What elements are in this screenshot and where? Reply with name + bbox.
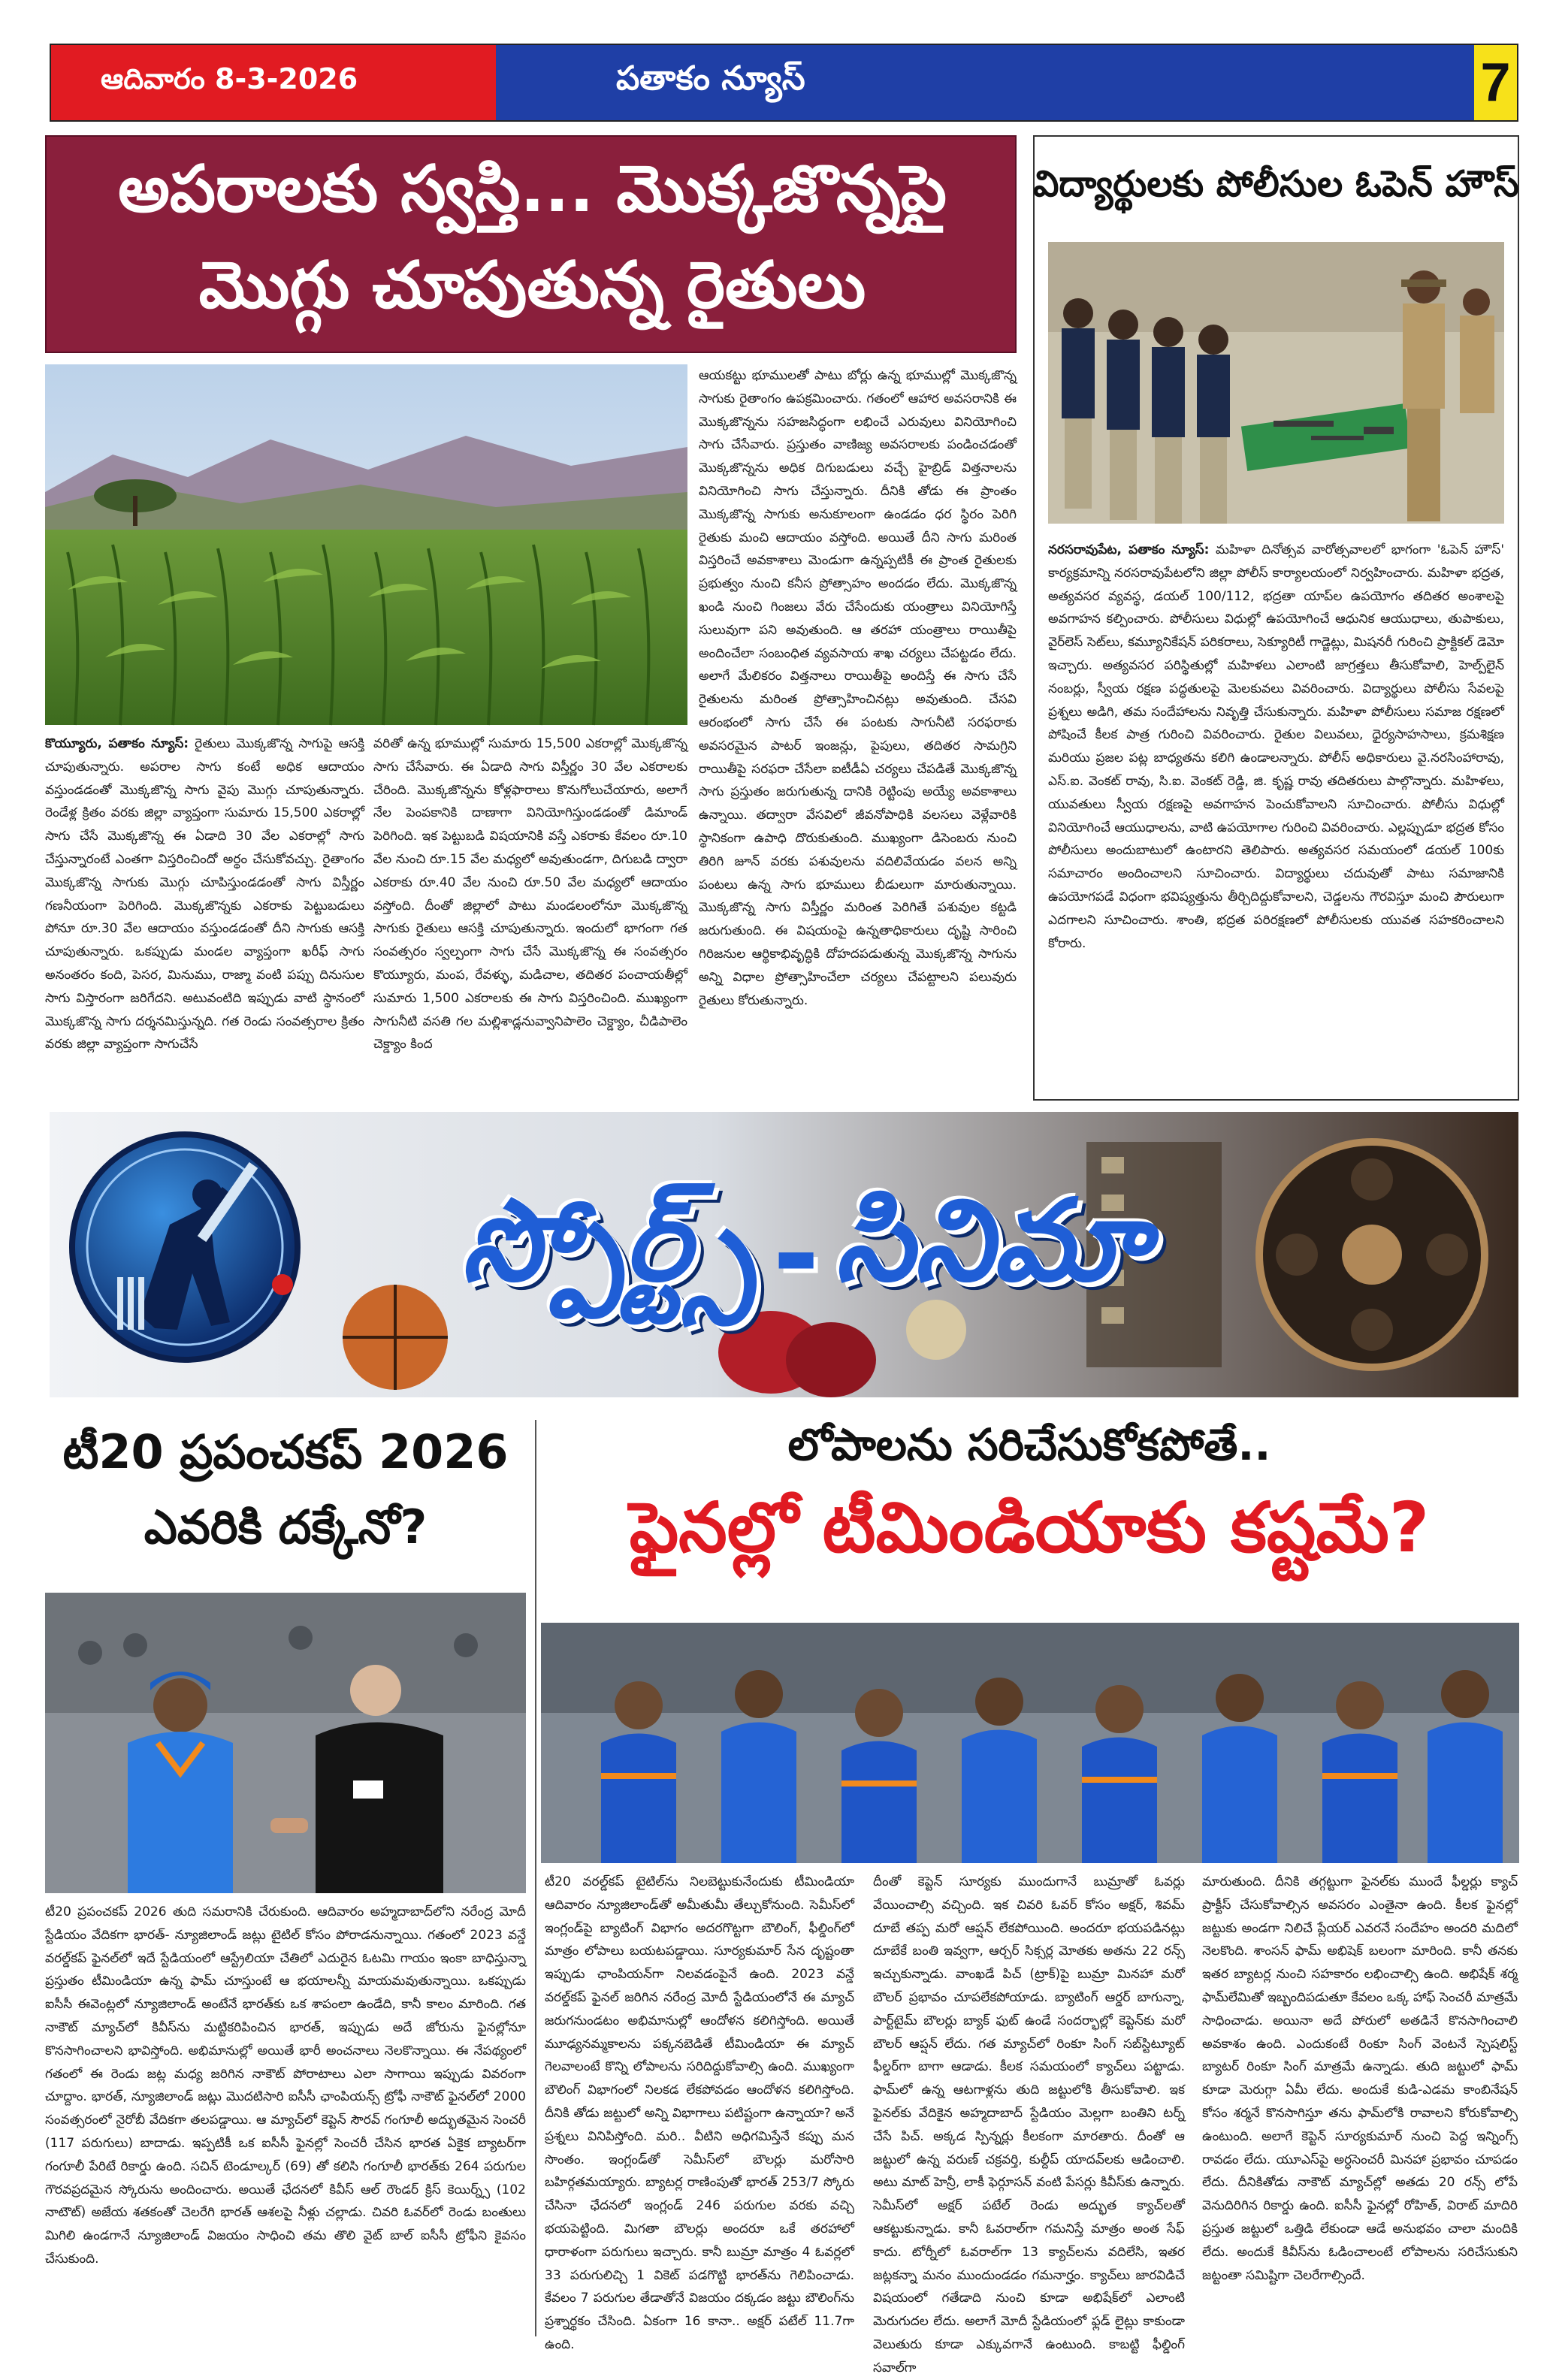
team-india-players-image — [541, 1623, 1519, 1863]
paper-name: పతాకం న్యూస్ — [616, 59, 805, 98]
masthead — [50, 44, 1518, 122]
masthead-date: ఆదివారం 8-3-2026 — [101, 62, 358, 95]
farmers-photo — [45, 364, 687, 725]
farmers-col3-text: ఆయకట్టు భూములతో పాటు బోర్లు ఉన్న భూముల్లో మొక్కజొన్న సాగుకు రైతాంగం ఉపక్రమించారు. గతంలో ఆహార అవసరానికి ఈ మొక్కజొన్నను సహజసిద్ధంగా లభించే ఎరువులు వినియోగించి సాగు చేసేవారు. ప్రస్తుతం వాణిజ్య అవసరాలకు పండించడంతో మొక్కజొన్నను అధిక దిగుబడులు వచ్చే హైబ్రిడ్ విత్తనాలను వినియోగించి సాగు చేస్తున్నారు. దీనికి తోడు ఈ ప్రాంతం మొక్కజొన్న సాగుకు అనుకూలంగా ఉండడం ధర స్థిరం పెరిగి రైతుకు మంచి ఆదాయం వస్తోంది. అయితే దీని సాగు మరింత విస్తరించే అవకాశాలు మెండుగా ఉన్నప్పటికీ ఈ ప్రాంత రైతులకు ప్రభుత్వం నుంచి కనీస ప్రోత్సాహం అందడం లేదు. మొక్కజొన్న ఖండి నుంచి గింజలు వేరు చేసేందుకు యంత్రాలు వినియోగిస్తే సులువుగా పని అవుతుంది. ఆ తరహా యంత్రాలు రాయితీపై అందించేలా సంబంధిత వ్యవసాయ శాఖ చర్యలు చేపట్టడం లేదు. అలాగే మేలికరం విత్తనాలు రాయితీపై అందిస్తే ఈ సాగు చేసే రైతులను మరింత ప్రోత్సాహించినట్లు అవుతుంది. చేసవి ఆరంభంలో సాగు చేసే ఈ పంటకు సాగునీటి సరఫరాకు అవసరమైన పాటర్ ఇంజన్లు, పైపులు, తదితర సామగ్రిని రాయితీపై సరఫరా చేసేలా ఐటీడీఏ చర్యలు చేపడితే మొక్కజొన్న సాగు ప్రస్తుతం జరుగుతున్న దానికి రెట్టింపు అయ్యే అవకాశాలు ఉన్నాయి. తద్వారా వేసవిలో జీవనోపాధికి వలసలు వెళ్లేవారికి స్థానికంగా ఉపాధి దొరుకుతుంది. ముఖ్యంగా డిసెంబరు నుంచి తిరిగి జూన్ వరకు పశువులను వదిలివేయడం వలన అన్ని పంటలు ఉన్న సాగు భూములు బీడులుగా మారుతున్నాయి. మొక్కజొన్న సాగు విస్తీర్ణం మరింత పెరిగితే పశువుల కట్టడి జరుగుతుంది. ఈ విషయంపై ఉన్నతాధికారులు దృష్టి సారించి గిరిజనుల ఆర్థికాభివృద్ధికి దోహదపడుతున్న మొక్కజొన్న సాగును అన్ని విధాల ప్రోత్సాహించేలా చర్యలు చేపట్టాలని పలువురు రైతులు కోరుతున్నారు. — [699, 368, 1017, 1008]
captains-handshake-image — [45, 1593, 526, 1893]
teamindia-col1-text: టీ20 వరల్డ్‌కప్ టైటిల్‌ను నిలబెట్టుకునేందుకు టీమిండియా ఆదివారం న్యూజిలాండ్‌తో అమీతుమీ తేల్చుకోనుంది. సెమీస్‌లో ఇంగ్లండ్‌పై బ్యాటింగ్ విభాగం అదరగొట్టగా బౌలింగ్, ఫీల్డింగ్‌లో మాత్రం లోపాలు బయటపడ్డాయి. సూర్యకుమార్ సేన దృష్టంతా ఇప్పుడు ఛాంపియన్‌గా నిలవడంపైనే ఉంది. 2023 వన్డే వరల్డ్‌కప్ ఫైనల్‌ జరిగిన నరేంద్ర మోదీ స్టేడియంలోనే ఈ మ్యాచ్ జరుగనుండటం అభిమానుల్లో ఆందోళన కలిగిస్తోంది. అయితే మూఢ్యనమ్మకాలను పక్కనబెడితే టీమిండియా ఈ మ్యాచ్ గెలవాలంటే కొన్ని లోపాలను సరిదిద్దుకోవాల్సి ఉంది. ముఖ్యంగా బౌలింగ్ విభాగంలో నిలకడ లేకపోవడం ఆందోళన కలిగిస్తోంది. దీనికి తోడు జట్టులో అన్ని విభాగాలు పటిష్టంగా ఉన్నాయా? అనే ప్రశ్నలు వినిపిస్తోంది. మరి.. వీటిని అధిగమిస్తేనే కప్పు మన సొంతం. ఇంగ్లండ్‌తో సెమీస్‌లో బౌలర్లు మరోసారి బహిర్గతమయ్యారు. బ్యాటర్ల రాణింపుతో భారత్ 253/7 స్కోరు చేసినా ఛేదనలో ఇంగ్లండ్ 246 పరుగుల వరకు వచ్చి భయపెట్టింది. మిగతా బౌలర్లు అందరూ ఒకే తరహాలో ధారాళంగా పరుగులు ఇచ్చారు. కానీ బుమ్రా మాత్రం 4 ఓవర్లలో 33 పరుగులిచ్చి 1 వికెట్ పడగొట్టి భారత్‌ను గెలిపించాడు. కేవలం 7 పరుగుల తేడాతోనే విజయం దక్కడం జట్టు బౌలింగ్‌ను ప్రశ్నార్థకం చేసింది. ఏకంగా 16 కానా.. అక్షర్ పటేల్ 11.7గా ఉంది. — [545, 1874, 854, 2352]
banner-title — [335, 1142, 1274, 1367]
police-body — [1048, 539, 1504, 1091]
teamindia-kicker: లోపాలను సరిచేసుకోకపోతే.. — [787, 1418, 1271, 1470]
police-dateline: నరసరావుపేట, పతాకం న్యూస్: — [1048, 542, 1210, 557]
farmers-col1 — [45, 732, 364, 1074]
farmers-dateline: కొయ్యూరు, పతాకం న్యూస్: — [45, 736, 189, 751]
t20-headline — [45, 1420, 526, 1570]
t20-body — [45, 1901, 526, 2336]
police-students-image — [1048, 242, 1504, 524]
police-story-box — [1033, 135, 1519, 1101]
teamindia-photo — [541, 1623, 1519, 1863]
banner-word-cinema: సినిమా — [834, 1175, 1149, 1306]
t20-body-text: టీ20 ప్రపంచకప్ 2026 తుది సమరానికి చేరుకుంది. ఆదివారం అహ్మదాబాద్‌లోని నరేంద్ర మోదీ స్టేడియం వేదికగా భారత్- న్యూజిలాండ్ జట్లు టైటిల్ కోసం పోరాడనున్నాయి. గతంలో 2023 వన్డే వరల్డ్‌కప్ ఫైనల్‌లో ఇదే స్టేడియంలో ఆస్ట్రేలియా చేతిలో ఎదురైన ఓటమి గాయం ఇంకా బాధిస్తున్నా ప్రస్తుతం టీమిండియా ఉన్న ఫామ్ చూస్తుంటే ఆ భయాలన్నీ మాయమవుతున్నాయి. ఒకప్పుడు ఐసీసీ ఈవెంట్లలో న్యూజిలాండ్ అంటేనే భారత్‌కు ఒక శాపంలా ఉండేది, కానీ కాలం మారింది. గత నాకౌట్ మ్యాచ్‌లో కివీస్‌ను మట్టికరిపించిన భారత్, ఇప్పుడు అదే జోరును ఫైనల్లోనూ కొనసాగించాలని భావిస్తోంది. అభిమానుల్లో అయితే భారీ అంచనాలు నెలకొన్నాయి. ఈ నేపథ్యంలో గతంలో ఈ రెండు జట్ల మధ్య జరిగిన నాకౌట్ పోరాటాలు ఎలా సాగాయి ఇప్పుడు వివరంగా చూద్దాం. భారత్, న్యూజిలాండ్ జట్లు మొదటిసారి ఐసీసీ ఛాంపియన్స్ ట్రోఫీ నాకౌట్ ఫైనల్‌లో 2000 సంవత్సరంలో నైరోబీ వేదికగా తలపడ్డాయి. ఆ మ్యాచ్‌లో కెప్టెన్ సౌరవ్ గంగూలీ అద్భుతమైన సెంచరీ (117 పరుగులు) బాదాడు. ఇప్పటికీ ఒక ఐసీసీ ఫైనల్లో సెంచరీ చేసిన భారత ఏకైక బ్యాటర్‌గా గంగూలీ పేరిటే రికార్డు ఉంది. సచిన్ టెండూల్కర్ (69) తో కలిసి గంగూలీ భారత్‌కు 264 పరుగుల గౌరవప్రదమైన స్కోరును అందించారు. అయితే ఛేదనలో కివీస్ ఆల్ రౌండర్ క్రిస్ కెయిర్న్స్ (102 నాటౌట్) అజేయ శతకంతో చెలరేగి భారత్ ఆశలపై నీళ్లు చల్లాడు. చివరి ఓవర్‌లో రెండు బంతులు మిగిలి ఉండగానే న్యూజిలాండ్ విజయం సాధించి తమ తొలి వైట్ బాల్ ఐసీసీ ట్రోఫీని కైవసం చేసుకుంది. — [45, 1904, 526, 2267]
farmers-col2-text: వరితో ఉన్న భూముల్లో సుమారు 15,500 ఎకరాల్లో మొక్కజొన్న సాగు చేసేవారు. ఈ ఏడాది సాగు విస్తీర్ణం 30 వేల ఎకరాలకు చేరింది. మొక్కజొన్నను కోళ్లఫారాలు కొనుగోలుచేయారు, అలాగే నేల పెంపకానికి దాణాగా వినియోగిస్తుండడంతో డిమాండ్ పెరిగింది. ఇక పెట్టుబడి విషయానికి వస్తే ఎకరాకు కేవలం రూ.10 వేల నుంచి రూ.15 వేల మధ్యలో అవుతుండగా, దిగుబడి ద్వారా ఎకరాకు రూ.40 వేల నుంచి రూ.50 వేల మధ్యలో ఆదాయం వస్తోంది. దీంతో జిల్లాలో పాటు మండలంలోనూ మొక్కజొన్న సాగుకు రైతులు ఆసక్తి చూపుతున్నారు. ఇందులో భాగంగా గత సంవత్సరం స్వల్పంగా సాగు చేసే మొక్కజొన్న ఈ సంవత్సరం కొయ్యూరు, మంప, రేవళ్ళు, మడిచాల, తదితర పంచాయతీల్లో సుమారు 1,500 ఎకరాలకు ఈ సాగు విస్తరించింది. ముఖ్యంగా సాగునీటి వసతి గల మల్లిశాడ్లనువ్వానిపాలెం చెక్డ్యాం, చీడిపాలెం చెక్డ్యాం కింద — [373, 736, 687, 1053]
banner-word-sports: స్పోర్ట్స్ — [461, 1175, 758, 1306]
masthead-title-block — [496, 45, 1474, 120]
masthead-date-block — [51, 45, 496, 120]
sports-cinema-banner — [50, 1112, 1518, 1397]
farmers-headline-1: అపరాలకు స్వస్తి... మొక్కజొన్నపై — [118, 151, 947, 227]
page-number-block — [1474, 45, 1517, 120]
police-headline: విద్యార్థులకు పోలీసుల ఓపెన్ హౌస్ — [1033, 163, 1519, 205]
farmers-col3 — [699, 364, 1017, 1074]
banner-dash: - — [772, 1189, 820, 1320]
teamindia-col3 — [1202, 1871, 1518, 2336]
police-body-text: మహిళా దినోత్సవ వారోత్సవాలలో భాగంగా 'ఓపెన్ హౌస్' కార్యక్రమాన్ని నరసరావుపేటలోని జిల్లా పోలీస్ కార్యాలయంలో నిర్వహించారు. మహిళా భద్రత, అత్యవసర వ్యవస్థ, డయల్ 100/112, భద్రతా యాప్‌ల ఉపయోగం తదితర అంశాలపై అవగాహన కల్పించారు. పోలీసులు విధుల్లో ఉపయోగించే ఆధునిక ఆయుధాలు, తుపాకులు, వైర్‌లెస్ సెట్‌లు, కమ్యూనికేషన్ పరికరాలు, సెక్యూరిటీ గాడ్జెట్లు, మిషనరీ గురించి ప్రాక్టికల్ డెమో ఇచ్చారు. అత్యవసర పరిస్థితుల్లో మహిళలు ఎలాంటి జాగ్రత్తలు తీసుకోవాలి, హెల్ప్‌లైన్ నంబర్లు, స్వీయ రక్షణ పద్ధతులపై మెలకువలు వివరించారు. విద్యార్థులు పోలీసు సేవలపై ప్రశ్నలు అడిగి, తమ సందేహాలను నివృత్తి చేసుకున్నారు. మహిళా పోలీసులు సమాజ రక్షణలో పోషించే కీలక పాత్ర గురించి వివరించారు. రైతుల విలువలు, ధైర్యసాహసాలు, క్రమశిక్షణ మరియు ప్రజల పట్ల బాధ్యతను కలిగి ఉండాలన్నారు. పోలీస్ అధికారులు వై.నరసింహారావు, ఎస్.ఐ. వెంకట్ రావు, సి.ఐ. వెంకట్ రెడ్డి, జి. కృష్ణ రావు తదితరులు పాల్గొన్నారు. మహిళలు, యువతులు స్వీయ రక్షణపై అవగాహన పెంచుకోవాలని సూచించారు. పోలీసు విధుల్లో వినియోగించే ఆయుధాలను, వాటి ఉపయోగాల గురించి వివరించారు. ఎల్లప్పుడూ భద్రత కోసం పోలీసులు అందుబాటులో ఉంటారని తెలిపారు. అత్యవసర సమయంలో డయల్ 100కు సమాచారం అందించాలని సూచించారు. విద్యార్థులు చదువుతో పాటు సమాజానికి ఉపయోగపడే విధంగా భవిష్యత్తును తీర్చిదిద్దుకోవాలని, చెడ్డలను గౌరవిస్తూ మంచి పౌరులుగా ఎదగాలని సూచించారు. శాంతి, భద్రత పరిరక్షణలో పోలీసులకు యువత సహకరించాలని కోరారు. — [1048, 542, 1504, 951]
teamindia-col3-text: మారుతుంది. దీనికి తగ్గట్టుగా ఫైనల్‌కు ముందే ఫీల్డర్లు క్యాచ్ ప్రాక్టీస్ చేసుకోవాల్సిన అవసరం ఎంతైనా ఉంది. కీలక ఫైనల్లో జట్టుకు అండగా నిలిచే ప్లేయర్ ఎవరనే సందేహం అందరి మదిలో నెలకొంది. శాంసన్ ఫామ్ అభిషెక్ బలంగా మారింది. కానీ తనకు ఇతర బ్యాటర్ల నుంచి సహకారం లభించాల్సి ఉంది. అభిషేక్ శర్మ ఫామ్‌లేమితో ఇబ్బందిపడుతూ కేవలం ఒక్క హాఫ్ సెంచరీ మాత్రమే సాధించాడు. అయినా అదే పోరులో అతడినే కొనసాగించాలి అవకాశం ఉంది. ఎందుకంటే రింకూ సింగ్ వెంటనే స్పెషలిస్ట్ బ్యాటర్ రింకూ సింగ్ మాత్రమే ఉన్నాడు. తుది జట్టులో ఫామ్ కూడా మెరుగ్గా ఏమీ లేదు. అందుకే కుడి-ఎడమ కాంబినేషన్ కోసం శర్మనే కొనసాగిస్తూ తను ఫామ్‌లోకి రావాలని కోరుకోవాల్సి ఉంటుంది. అలాగే కెప్టెన్ సూర్యకుమార్ నుంచి పెద్ద ఇన్నింగ్స్ రావడం లేదు. యూఎస్‌పై అర్ధసెంచరీ మినహా ప్రభావం చూపడం లేదు. దీనికితోడు నాకౌట్ మ్యాచ్‌ల్లో అతడు 20 రన్స్ లోపే వెనుదిరిగిన రికార్డు ఉంది. ఐసీసీ ఫైనల్లో రోహిత్, విరాట్ మాదిరి ప్రస్తుత జట్టులో ఒత్తిడి లేకుండా ఆడే అనుభవం చాలా మందికి లేదు. అందుకే కివీస్‌ను ఓడించాలంటే లోపాలను సరిచేసుకుని జట్టంతా సమిష్టిగా చెలరేగాల్సిందే. — [1202, 1874, 1518, 2283]
teamindia-col1 — [545, 1871, 854, 2352]
maize-field-image — [45, 364, 687, 725]
t20-photo — [45, 1593, 526, 1893]
farmers-headline-box — [45, 135, 1017, 353]
t20-headline-1: టీ20 ప్రపంచకప్ 2026 — [62, 1424, 509, 1479]
teamindia-col2-text: దీంతో కెప్టెన్ సూర్యకు ముందుగానే బుమ్రాతో ఓవర్లు వేయించాల్సి వచ్చింది. ఇక చివరి ఓవర్ కోసం అక్షర్, శివమ్ దూబే తప్ప మరో ఆప్షన్ లేకపోయింది. అందరూ భయపడినట్లు దూబేకే బంతి ఇవ్వగా, ఆర్చర్ సిక్సర్ల మోతకు అతను 22 రన్స్ ఇచ్చుకున్నాడు. వాంఖడే పిచ్ (ట్రాక్)పై బుమ్రా మినహా మరో బౌలర్ ప్రభావం చూపలేకపోయాడు. బ్యాటింగ్ ఆర్డర్ బాగున్నా, పార్ట్‌టైమ్ బౌలర్లు బ్యాక్ ఫుట్ ఉండే సందర్భాల్లో కెప్టెన్‌కు మరో బౌలర్ ఆప్షన్ లేదు. గత మ్యాచ్‌లో రింకూ సింగ్ సబ్‌స్టిట్యూట్ ఫీల్డర్‌గా బాగా ఆడాడు. కీలక సమయంలో క్యాచ్‌లు పట్టాడు. ఫామ్‌లో ఉన్న ఆటగాళ్లను తుది జట్టులోకి తీసుకోవాలి. ఇక ఫైనల్‌కు వేదికైన అహ్మదాబాద్ స్టేడియం మెల్లగా బంతిని టర్న్ చేసే పిచ్. అక్కడ స్పిన్నర్లు కీలకంగా మారతారు. దీంతో ఆ జట్టులో ఉన్న వరుణ్ చక్రవర్తి, కుల్దీప్ యాదవ్‌లకు ఆడించాలి. అటు మాట్ హెన్రీ, లాకీ ఫెర్గూసన్ వంటి పేసర్లు కివీస్‌కు ఉన్నారు. సెమీస్‌లో అక్షర్ పటేల్ రెండు అద్భుత క్యాచ్‌లతో ఆకట్టుకున్నాడు. కానీ ఓవరాల్‌గా గమనిస్తే మాత్రం అంత సేఫ్ కాదు. టోర్నీలో ఓవరాల్‌గా 13 క్యాచ్‌లను వదిలేసి, ఇతర జట్లకన్నా మనం ముందుండడం గమనార్హం. క్యాచ్‌లు జారవిడిచే విషయంలో గతేడాది నుంచి కూడా అభిషేక్‌లో ఎలాంటి మెరుగుదల లేదు. అలాగే మోదీ స్టేడియంలో ఫ్లడ్ లైట్లు కాకుండా వెలుతురు కూడా ఎక్కువగానే ఉంటుంది. కాబట్టి ఫీల్డింగ్ సవాల్‌గా — [873, 1874, 1185, 2375]
t20-headline-2: ఎవరికి దక్కేనో? — [144, 1500, 428, 1554]
column-divider — [535, 1420, 536, 2336]
farmers-col2 — [373, 732, 687, 1074]
teamindia-col2 — [873, 1871, 1185, 2375]
farmers-col1-text: రైతులు మొక్కజొన్న సాగుపై ఆసక్తి చూపుతున్నారు. అపరాల సాగు కంటే అధిక ఆదాయం వస్తుండడంతో మొక్కజొన్న సాగు వైపు మొగ్గు చూపుతున్నారు. రెండేళ్ల క్రితం వరకు జిల్లా వ్యాప్తంగా సుమారు 15,500 ఎకరాల్లో సాగు చేసే మొక్కజొన్న ఈ ఏడాది 30 వేల ఎకరాల్లో సాగు చేస్తున్నారంటే ఎంతగా విస్తరించిందో అర్థం చేసుకోవచ్చు. రైతాంగం మొక్కజొన్న సాగుకు మొగ్గు చూపిస్తుండడంతో సాగు విస్తీర్ణం గణనీయంగా పెరిగింది. మొక్కజొన్నకు ఎకరాకు పెట్టుబడులు పోనూ రూ.30 వేల ఆదాయం వస్తుండడంతో దీని సాగుకు ఆసక్తి చూపుతున్నారు. ఒకప్పుడు మండల వ్యాప్తంగా ఖరీఫ్ సాగు అనంతరం కంది, పెసర, మినుము, రాజ్మా వంటి పప్పు దినుసుల సాగు విస్తారంగా జరిగేదని. అటువంటిది ఇప్పుడు వాటి స్థానంలో మొక్కజొన్న సాగు దర్శనమిస్తున్నది. గత రెండు సంవత్సరాల క్రితం వరకు జిల్లా వ్యాప్తంగా సాగుచేసే — [45, 736, 365, 1053]
police-photo — [1048, 242, 1504, 524]
farmers-headline-2: మొగ్గు చూపుతున్న రైతులు — [198, 247, 866, 323]
teamindia-headline: ఫైనల్లో టీమిండియాకు కష్టమే? — [629, 1488, 1430, 1568]
page-number: 7 — [1480, 53, 1511, 113]
